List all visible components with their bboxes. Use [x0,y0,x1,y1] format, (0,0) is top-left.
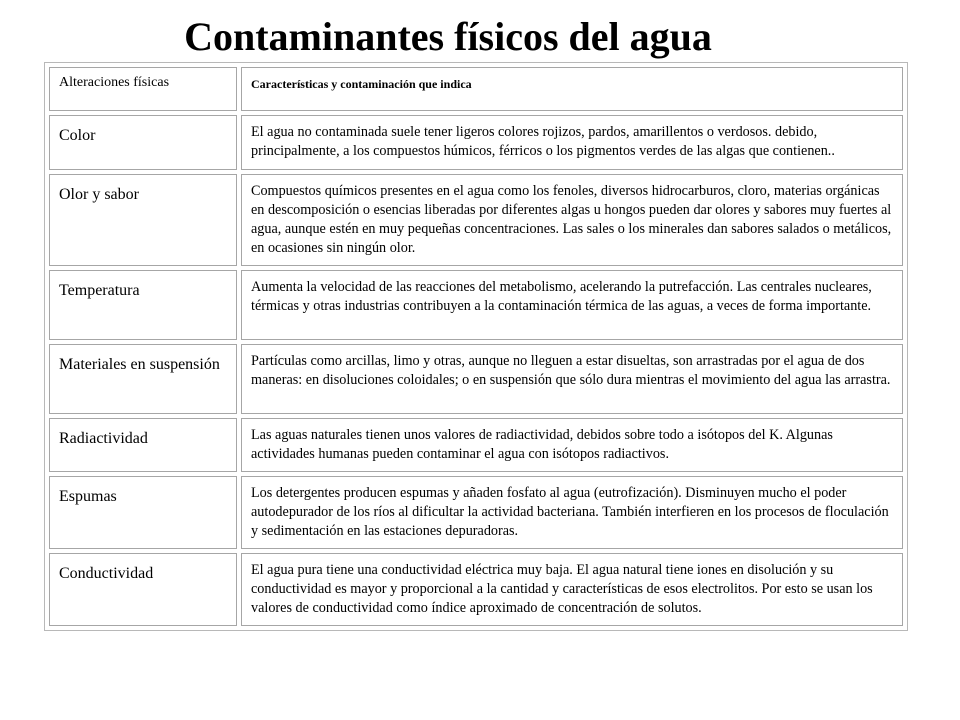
table-row [49,476,903,549]
contaminants-table [45,63,907,630]
header-characteristics: Características y contaminación que indica [241,67,903,111]
table-row [49,344,903,414]
table-row [49,115,903,170]
row-label-materiales: Materiales en suspensión [49,344,237,414]
row-desc-olor-sabor: Compuestos químicos presentes en el agua como los fenoles, diversos hidrocarburos, cloro, materias orgánicas en descomposición o esencias liberadas por diferentes algas u hongos pueden dar olores y sabores muy fuertes al agua, aunque estén en muy pequeñas concentraciones. Las sales o los minerales dan sabores salados o metálicos, en ocasiones sin ningún olor. [241,174,903,266]
table-header-row [49,67,903,111]
row-label-conductividad: Conductividad [49,553,237,626]
header-physical-alterations: Alteraciones físicas [49,67,237,111]
row-label-radiactividad: Radiactividad [49,418,237,472]
contaminants-table-frame [44,62,908,631]
table-row [49,553,903,626]
row-desc-materiales: Partículas como arcillas, limo y otras, aunque no lleguen a estar disueltas, son arrastradas por el agua de dos maneras: en disoluciones coloidales; o en suspensión que sólo dura mientras el movimiento del agua las arrastra. [241,344,903,414]
row-desc-color: El agua no contaminada suele tener ligeros colores rojizos, pardos, amarillentos o verdosos. debido, principalmente, a los compuestos húmicos, férricos o los pigmentos verdes de las algas que contienen.. [241,115,903,170]
row-desc-espumas: Los detergentes producen espumas y añaden fosfato al agua (eutrofización). Disminuyen mucho el poder autodepurador de los ríos al dificultar la actividad bacteriana. También interfieren en los procesos de floculación y sedimentación en las estaciones depuradoras. [241,476,903,549]
table-row [49,270,903,340]
row-desc-conductividad: El agua pura tiene una conductividad eléctrica muy baja. El agua natural tiene iones en disolución y su conductividad es mayor y proporcional a la cantidad y características de esos electrolitos. Por esto se usan los valores de conductividad como índice aproximado de concentración de solutos. [241,553,903,626]
row-label-color: Color [49,115,237,170]
row-label-temperatura: Temperatura [49,270,237,340]
page-title: Contaminantes físicos del agua [184,14,712,59]
row-desc-radiactividad: Las aguas naturales tienen unos valores de radiactividad, debidos sobre todo a isótopos del K. Algunas actividades humanas pueden contaminar el agua con isótopos radiactivos. [241,418,903,472]
row-label-olor-sabor: Olor y sabor [49,174,237,266]
table-row [49,174,903,266]
row-desc-temperatura: Aumenta la velocidad de las reacciones del metabolismo, acelerando la putrefacción. Las centrales nucleares, térmicas y otras industrias contribuyen a la contaminación térmica de las aguas, a veces de forma importante. [241,270,903,340]
row-label-espumas: Espumas [49,476,237,549]
table-row [49,418,903,472]
